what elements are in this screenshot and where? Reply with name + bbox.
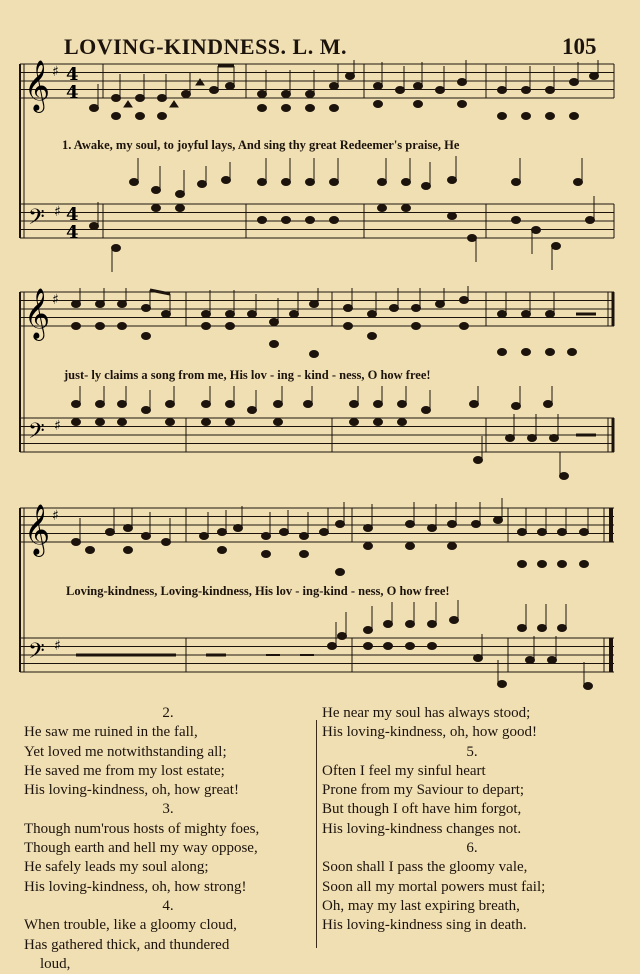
treble-clef-icon: 𝄞 <box>24 288 51 339</box>
sharp-icon: ♯ <box>52 508 59 524</box>
verse-line: loud, <box>40 955 71 972</box>
verse-line: He near my soul has always stood; <box>322 705 531 721</box>
verse-number: 5. <box>466 743 478 760</box>
time-signature-bottom: 4 <box>66 82 79 103</box>
lyric-line-1: 1. Awake, my soul, to joyful lays, And sing thy great Redeemer's praise, He <box>62 138 460 152</box>
verse-line: Soon shall I pass the gloomy vale, <box>322 859 528 876</box>
lyric-line-2: just- ly claims a song from me, His lov - ing - kind - ness, O how free! <box>64 368 431 382</box>
verse-number: 3. <box>162 801 174 818</box>
treble-clef-icon: 𝄞 <box>24 60 51 111</box>
bass-clef-icon: 𝄢 <box>28 639 45 669</box>
verse-line: Prone from my Saviour to depart; <box>322 782 525 799</box>
verse-line: His loving-kindness, oh, how strong! <box>24 878 247 895</box>
sharp-icon: ♯ <box>54 418 61 434</box>
time-signature-top: 4 <box>66 64 79 85</box>
sharp-icon: ♯ <box>52 292 59 308</box>
sharp-icon: ♯ <box>54 204 61 220</box>
bass-clef-icon: 𝄢 <box>28 205 45 235</box>
treble-staff <box>20 508 614 542</box>
treble-staff <box>20 292 614 326</box>
time-signature-top: 4 <box>66 204 79 225</box>
music-system-1 <box>16 58 618 278</box>
verse-line: His loving-kindness changes not. <box>322 820 522 837</box>
treble-clef-icon: 𝄞 <box>24 504 51 555</box>
hymn-title: LOVING-KINDNESS. L. M. <box>64 34 347 59</box>
verse-line: He saw me ruined in the fall, <box>24 724 198 741</box>
verse-number: 6. <box>466 840 478 857</box>
music-system-2 <box>16 286 618 486</box>
verse-line: Though num'rous hosts of mighty foes, <box>24 820 260 837</box>
bass-notes <box>72 386 597 480</box>
verse-line: His loving-kindness, oh, how great! <box>24 782 239 799</box>
verse-number: 4. <box>162 897 174 914</box>
verse-line: He safely leads my soul along; <box>24 859 209 876</box>
treble-notes <box>72 498 589 576</box>
time-signature-bottom: 4 <box>66 222 79 243</box>
verse-line: Though earth and hell my way oppose, <box>24 840 258 857</box>
lyric-line-3: Loving-kindness, Loving-kindness, His lov - ing-kind - ness, O how free! <box>66 584 450 598</box>
bass-clef-icon: 𝄢 <box>28 419 45 449</box>
bass-notes <box>76 600 593 690</box>
music-system-3 <box>16 496 618 700</box>
staff-system-2-graphic <box>16 286 618 486</box>
verses-left-column <box>24 704 312 974</box>
column-divider <box>316 720 317 948</box>
verse-line: When trouble, like a gloomy cloud, <box>24 917 237 934</box>
verse-line: Oh, may my last expiring breath, <box>322 897 520 914</box>
verses-right-column <box>322 704 622 936</box>
bass-notes <box>90 156 595 272</box>
verse-line: Often I feel my sinful heart <box>322 762 486 779</box>
treble-notes <box>72 286 597 358</box>
bass-staff <box>20 204 614 238</box>
verse-line: He saved me from my lost estate; <box>24 762 225 779</box>
verse-line: But though I oft have him forgot, <box>322 801 522 818</box>
verse-line: His loving-kindness sing in death. <box>322 917 527 934</box>
verse-line: Soon all my mortal powers must fail; <box>322 878 546 895</box>
sharp-icon: ♯ <box>52 64 59 80</box>
verse-line: Yet loved me notwithstanding all; <box>24 743 227 760</box>
staff-system-1-graphic <box>16 58 618 278</box>
verse-line: Has gathered thick, and thundered <box>24 936 230 953</box>
verse-number: 2. <box>162 705 174 721</box>
verse-line: His loving-kindness, oh, how good! <box>322 724 537 741</box>
page-number: 105 <box>562 34 597 59</box>
verses-section <box>0 704 640 972</box>
sharp-icon: ♯ <box>54 638 61 654</box>
bass-staff <box>20 418 614 452</box>
